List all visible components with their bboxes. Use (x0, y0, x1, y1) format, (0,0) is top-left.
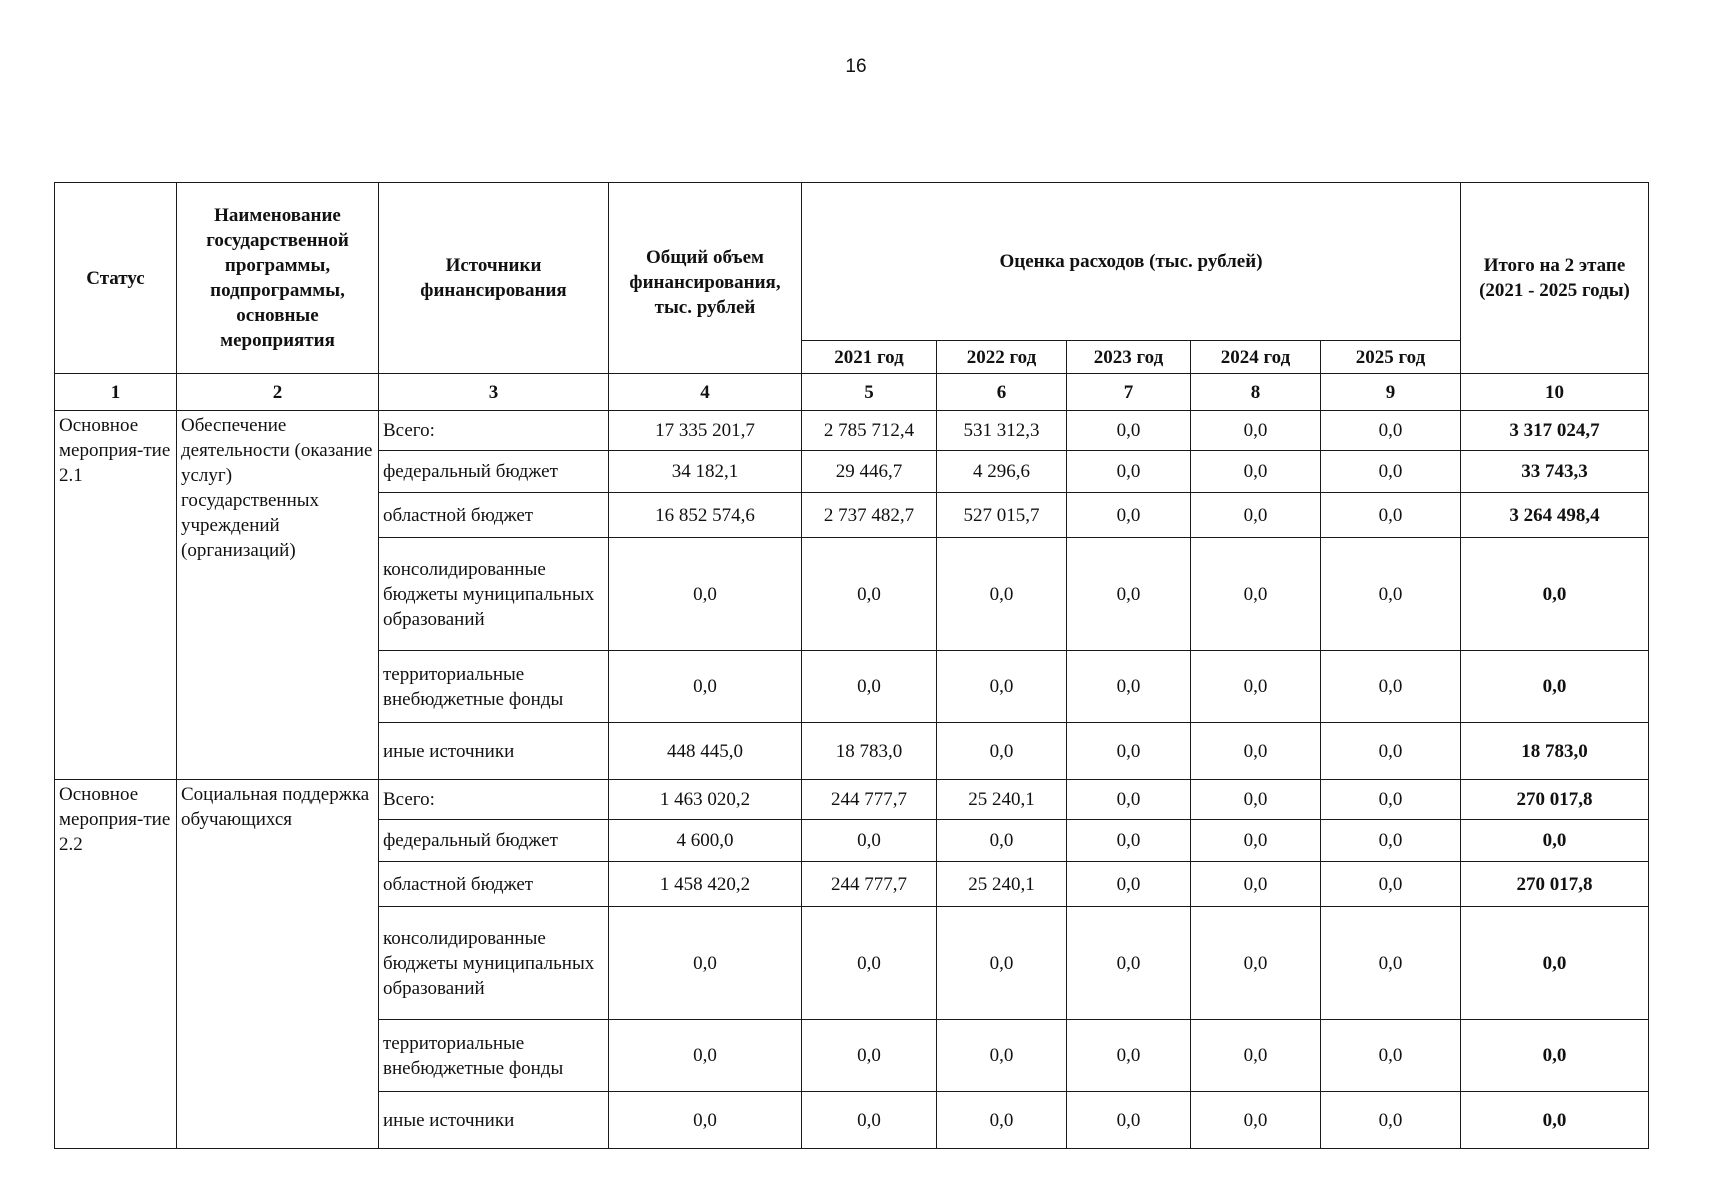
year-value-cell: 18 783,0 (802, 723, 937, 780)
total-volume-cell: 0,0 (609, 907, 802, 1020)
stage-total-cell: 0,0 (1461, 1020, 1649, 1092)
funding-source: консолидированные бюджеты муниципальных образований (379, 538, 609, 651)
total-volume-cell: 0,0 (609, 538, 802, 651)
funding-source: федеральный бюджет (379, 451, 609, 493)
header-year: 2021 год (802, 341, 937, 374)
year-value-cell: 0,0 (1191, 820, 1321, 862)
table-body (55, 411, 1649, 1149)
funding-source: федеральный бюджет (379, 820, 609, 862)
year-value-cell: 0,0 (1321, 651, 1461, 723)
year-value-cell: 0,0 (1191, 723, 1321, 780)
year-value-cell: 0,0 (802, 538, 937, 651)
funding-source: областной бюджет (379, 862, 609, 907)
stage-total-cell: 33 743,3 (1461, 451, 1649, 493)
year-value-cell: 0,0 (1321, 780, 1461, 820)
column-number: 6 (937, 374, 1067, 411)
column-number: 9 (1321, 374, 1461, 411)
stage-total-cell: 0,0 (1461, 538, 1649, 651)
year-value-cell: 0,0 (1191, 451, 1321, 493)
year-value-cell: 0,0 (802, 1092, 937, 1149)
funding-source: областной бюджет (379, 493, 609, 538)
activity-status: Основное мероприя-тие 2.1 (55, 411, 177, 780)
column-number: 5 (802, 374, 937, 411)
year-value-cell: 0,0 (1067, 1092, 1191, 1149)
column-number: 3 (379, 374, 609, 411)
year-value-cell: 0,0 (1067, 780, 1191, 820)
total-volume-cell: 0,0 (609, 651, 802, 723)
year-value-cell: 0,0 (802, 820, 937, 862)
total-volume-cell: 0,0 (609, 1092, 802, 1149)
stage-total-cell: 0,0 (1461, 820, 1649, 862)
funding-source: Всего: (379, 411, 609, 451)
stage-total-cell: 0,0 (1461, 651, 1649, 723)
funding-source: территориальные внебюджетные фонды (379, 1020, 609, 1092)
year-value-cell: 531 312,3 (937, 411, 1067, 451)
year-value-cell: 0,0 (1067, 820, 1191, 862)
year-value-cell: 0,0 (1321, 820, 1461, 862)
year-value-cell: 0,0 (1191, 493, 1321, 538)
funding-source: иные источники (379, 1092, 609, 1149)
total-volume-cell: 0,0 (609, 1020, 802, 1092)
funding-source: иные источники (379, 723, 609, 780)
year-value-cell: 0,0 (802, 651, 937, 723)
stage-total-cell: 0,0 (1461, 907, 1649, 1020)
table-row (55, 780, 1649, 820)
year-value-cell: 0,0 (1067, 907, 1191, 1020)
header-year: 2025 год (1321, 341, 1461, 374)
header-total-volume: Общий объем финансирования, тыс. рублей (609, 183, 802, 374)
year-value-cell: 0,0 (1067, 411, 1191, 451)
year-value-cell: 0,0 (1067, 651, 1191, 723)
header-year: 2023 год (1067, 341, 1191, 374)
year-value-cell: 0,0 (1321, 451, 1461, 493)
year-value-cell: 0,0 (1191, 1020, 1321, 1092)
year-value-cell: 0,0 (1191, 780, 1321, 820)
year-value-cell: 25 240,1 (937, 780, 1067, 820)
total-volume-cell: 1 458 420,2 (609, 862, 802, 907)
column-number: 7 (1067, 374, 1191, 411)
year-value-cell: 0,0 (1191, 411, 1321, 451)
stage-total-cell: 270 017,8 (1461, 862, 1649, 907)
funding-source: консолидированные бюджеты муниципальных образований (379, 907, 609, 1020)
total-volume-cell: 1 463 020,2 (609, 780, 802, 820)
column-number: 4 (609, 374, 802, 411)
year-value-cell: 527 015,7 (937, 493, 1067, 538)
year-value-cell: 0,0 (1191, 651, 1321, 723)
year-value-cell: 0,0 (802, 907, 937, 1020)
year-value-cell: 4 296,6 (937, 451, 1067, 493)
year-value-cell: 0,0 (1321, 1020, 1461, 1092)
year-value-cell: 0,0 (1321, 493, 1461, 538)
year-value-cell: 0,0 (802, 1020, 937, 1092)
year-value-cell: 0,0 (1321, 723, 1461, 780)
year-value-cell: 0,0 (937, 820, 1067, 862)
column-numbers-row (55, 374, 1649, 411)
year-value-cell: 2 785 712,4 (802, 411, 937, 451)
header-year: 2024 год (1191, 341, 1321, 374)
header-estimate: Оценка расходов (тыс. рублей) (802, 183, 1461, 341)
header-sources: Источники финансирования (379, 183, 609, 374)
year-value-cell: 0,0 (1191, 538, 1321, 651)
stage-total-cell: 18 783,0 (1461, 723, 1649, 780)
year-value-cell: 0,0 (1067, 723, 1191, 780)
year-value-cell: 0,0 (1067, 862, 1191, 907)
year-value-cell: 0,0 (1321, 1092, 1461, 1149)
total-volume-cell: 4 600,0 (609, 820, 802, 862)
year-value-cell: 0,0 (937, 1020, 1067, 1092)
year-value-cell: 0,0 (1321, 862, 1461, 907)
stage-total-cell: 0,0 (1461, 1092, 1649, 1149)
year-value-cell: 0,0 (937, 723, 1067, 780)
header-stage-total: Итого на 2 этапе (2021 - 2025 годы) (1461, 183, 1649, 374)
column-number: 2 (177, 374, 379, 411)
year-value-cell: 0,0 (1067, 493, 1191, 538)
activity-name: Социальная поддержка обучающихся (177, 780, 379, 1149)
total-volume-cell: 448 445,0 (609, 723, 802, 780)
funding-source: территориальные внебюджетные фонды (379, 651, 609, 723)
year-value-cell: 0,0 (1321, 907, 1461, 1020)
year-value-cell: 0,0 (937, 1092, 1067, 1149)
year-value-cell: 0,0 (1067, 1020, 1191, 1092)
year-value-cell: 0,0 (1321, 411, 1461, 451)
header-year: 2022 год (937, 341, 1067, 374)
year-value-cell: 0,0 (937, 651, 1067, 723)
column-number: 1 (55, 374, 177, 411)
stage-total-cell: 3 317 024,7 (1461, 411, 1649, 451)
total-volume-cell: 16 852 574,6 (609, 493, 802, 538)
year-value-cell: 244 777,7 (802, 862, 937, 907)
funding-source: Всего: (379, 780, 609, 820)
stage-total-cell: 3 264 498,4 (1461, 493, 1649, 538)
stage-total-cell: 270 017,8 (1461, 780, 1649, 820)
budget-table (54, 182, 1649, 1149)
year-value-cell: 0,0 (1067, 451, 1191, 493)
total-volume-cell: 17 335 201,7 (609, 411, 802, 451)
column-number: 10 (1461, 374, 1649, 411)
year-value-cell: 0,0 (1191, 862, 1321, 907)
activity-name: Обеспечение деятельности (оказание услуг) государственных учреждений (организаций) (177, 411, 379, 780)
header-status: Статус (55, 183, 177, 374)
year-value-cell: 2 737 482,7 (802, 493, 937, 538)
table-header (55, 183, 1649, 411)
year-value-cell: 0,0 (1321, 538, 1461, 651)
year-value-cell: 29 446,7 (802, 451, 937, 493)
year-value-cell: 0,0 (937, 907, 1067, 1020)
total-volume-cell: 34 182,1 (609, 451, 802, 493)
column-number: 8 (1191, 374, 1321, 411)
activity-status: Основное мероприя-тие 2.2 (55, 780, 177, 1149)
year-value-cell: 0,0 (1067, 538, 1191, 651)
year-value-cell: 0,0 (1191, 907, 1321, 1020)
page-number: 16 (845, 56, 867, 77)
year-value-cell: 244 777,7 (802, 780, 937, 820)
table-row (55, 411, 1649, 451)
year-value-cell: 25 240,1 (937, 862, 1067, 907)
year-value-cell: 0,0 (1191, 1092, 1321, 1149)
year-value-cell: 0,0 (937, 538, 1067, 651)
header-name: Наименование государственной программы, подпрограммы, основные мероприятия (177, 183, 379, 374)
